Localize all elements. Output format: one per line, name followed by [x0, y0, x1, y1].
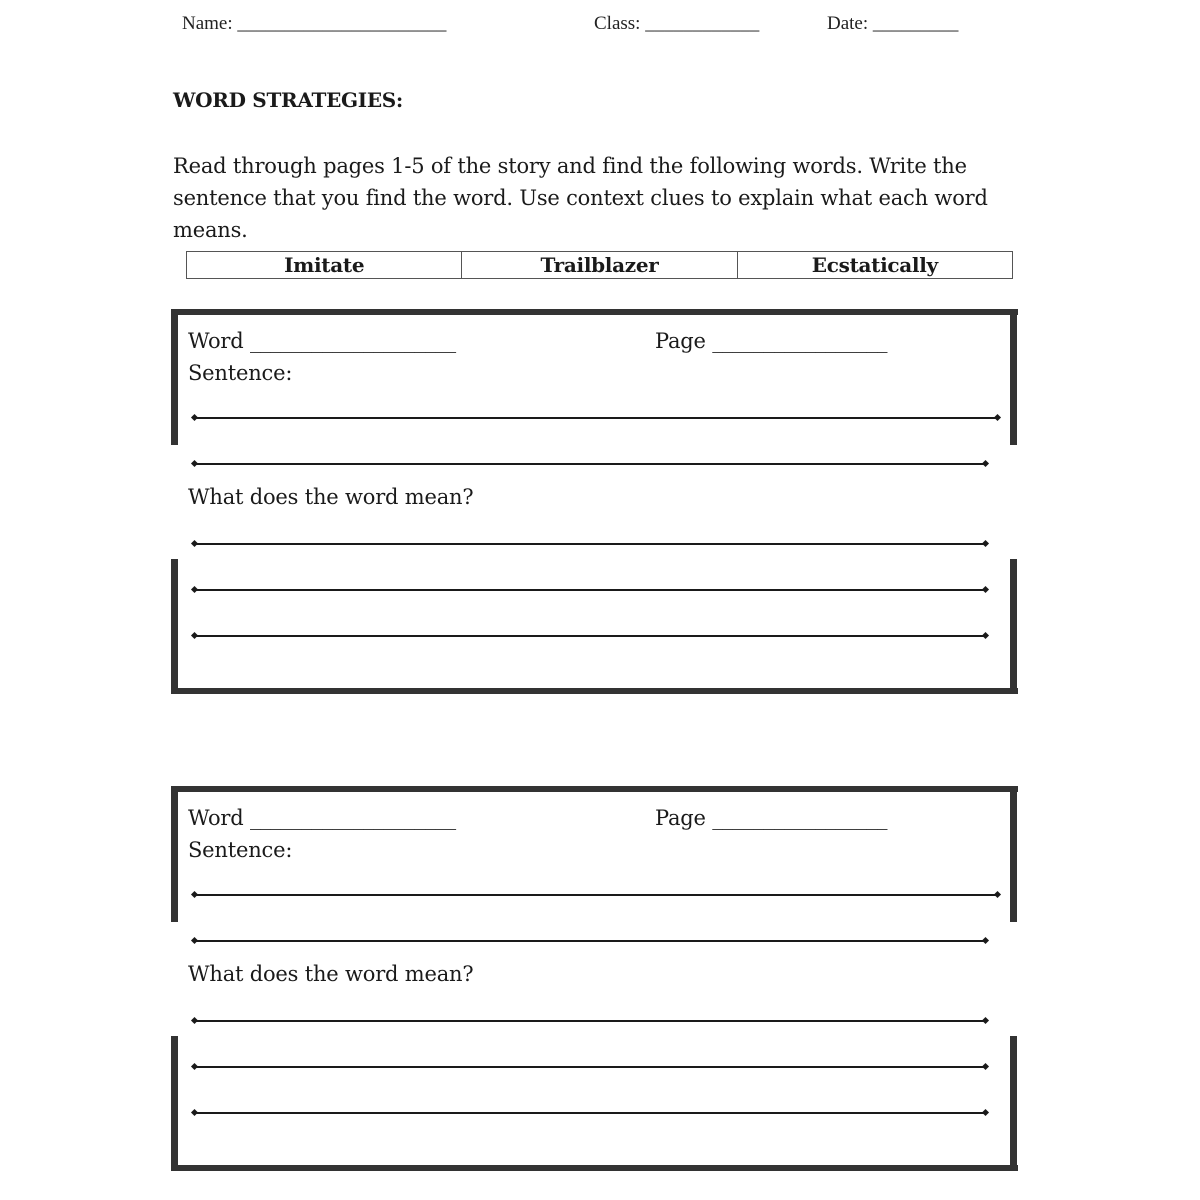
card-left-bracket-top [171, 786, 178, 922]
meaning-writing-line [194, 589, 986, 591]
meaning-writing-line [194, 635, 986, 637]
meaning-label: What does the word mean? [188, 962, 474, 986]
page-field-label: Page _________________ [655, 329, 888, 353]
page-field-label: Page _________________ [655, 806, 888, 830]
sentence-writing-line [194, 940, 986, 942]
card-left-bracket-bottom [171, 559, 178, 694]
card-right-bracket-top [1010, 786, 1017, 922]
word-cell-ecstatically: Ecstatically [811, 253, 938, 277]
card-right-bracket-bottom [1010, 559, 1017, 694]
word-card-2 [0, 786, 1200, 1176]
meaning-writing-line [194, 1066, 986, 1068]
sentence-label: Sentence: [188, 838, 293, 862]
card-top-border [171, 786, 1018, 792]
instructions-text: Read through pages 1-5 of the story and find the following words. Write the sentence that you find the word. Use context clues to explain what each word means. [173, 154, 988, 242]
sentence-writing-line [194, 417, 998, 419]
sentence-writing-line [194, 894, 998, 896]
meaning-writing-line [194, 543, 986, 545]
sentence-writing-line [194, 463, 986, 465]
meaning-label: What does the word mean? [188, 485, 474, 509]
date-field-label: Date: _________ [827, 13, 959, 34]
card-left-bracket-bottom [171, 1036, 178, 1171]
meaning-writing-line [194, 1020, 986, 1022]
word-list-table [186, 251, 1013, 279]
meaning-writing-line [194, 1112, 986, 1114]
word-cell-imitate: Imitate [187, 252, 462, 278]
worksheet-title: WORD STRATEGIES: [173, 88, 404, 112]
card-right-bracket-top [1010, 309, 1017, 445]
card-bottom-border [171, 688, 1018, 694]
card-bottom-border [171, 1165, 1018, 1171]
word-field-label: Word ____________________ [188, 329, 456, 353]
name-field-label: Name: ______________________ [182, 13, 447, 34]
class-field-label: Class: ____________ [594, 13, 760, 34]
card-top-border [171, 309, 1018, 315]
word-field-label: Word ____________________ [188, 806, 456, 830]
card-right-bracket-bottom [1010, 1036, 1017, 1171]
sentence-label: Sentence: [188, 361, 293, 385]
word-card-1 [0, 309, 1200, 699]
card-left-bracket-top [171, 309, 178, 445]
word-cell-trailblazer: Trailblazer [462, 252, 737, 278]
